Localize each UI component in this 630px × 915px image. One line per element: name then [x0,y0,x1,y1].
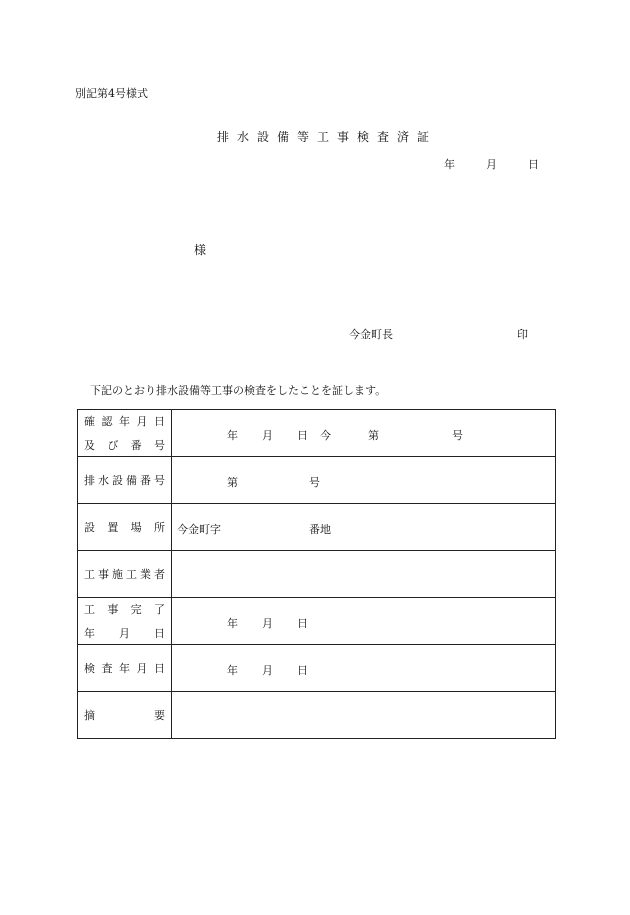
label-char: 事 [98,568,109,581]
label-char: 番 [130,439,142,452]
seal-mark: 印 [517,328,528,341]
label-char: 備 [126,474,137,487]
label-char: 所 [153,521,165,534]
label-char: 確 [84,415,95,428]
confirm-year: 年 [227,429,238,442]
label-summary [78,692,172,739]
label-char: 工 [126,568,137,581]
value-inspection-date[interactable] [172,645,556,692]
location-banchi: 番地 [309,523,331,536]
label-char: 設 [84,521,95,534]
document-title: 排水設備等工事検査済証 [217,130,438,144]
row-equipment-number [78,457,556,504]
label-char: 年 [119,662,130,675]
label-char: 日 [154,627,165,640]
addressee-suffix: 様 [194,243,207,257]
certification-statement: 下記のとおり排水設備等工事の検査をしたことを証します。 [90,384,387,397]
label-inspection-date [78,645,172,692]
row-summary [78,692,556,739]
label-equipment-number [78,457,172,504]
label-char: 場 [130,521,142,534]
issue-date-month: 月 [486,158,497,171]
confirm-day: 日 [297,429,308,442]
equipment-dai: 第 [227,476,238,489]
issue-date-day: 日 [528,158,539,171]
label-char: び [107,439,119,452]
label-char: 号 [153,439,165,452]
value-location[interactable] [172,504,556,551]
label-char: 日 [154,662,165,675]
label-char: 認 [101,415,113,428]
label-char: 施 [112,568,123,581]
equipment-go: 号 [309,476,320,489]
value-confirmation[interactable] [172,410,556,457]
row-contractor [78,551,556,598]
label-char: 日 [154,415,165,428]
issuer-mayor: 今金町長 [349,328,393,341]
issue-date [444,156,539,172]
label-char: 及 [84,439,95,452]
label-char: 番 [140,474,151,487]
label-char: 置 [107,521,119,534]
confirm-town: 今 [320,429,331,442]
label-char: 業 [140,568,151,581]
label-char: 年 [119,415,130,428]
label-char: 者 [154,568,165,581]
label-char: 月 [136,662,148,675]
label-char: 水 [98,474,109,487]
label-char: 了 [153,603,165,616]
label-completion-date [78,598,172,645]
inspection-month: 月 [262,664,273,677]
label-char: 工 [84,568,95,581]
label-contractor [78,551,172,598]
certificate-table [77,409,556,739]
confirm-dai: 第 [368,429,379,442]
label-location [78,504,172,551]
label-char: 査 [101,662,113,675]
row-confirmation [78,410,556,457]
label-char: 号 [154,474,165,487]
label-char: 工 [84,603,95,616]
label-char: 設 [112,474,123,487]
label-char: 完 [130,603,142,616]
label-char: 排 [84,474,95,487]
location-prefix: 今金町字 [177,523,221,536]
completion-day: 日 [297,617,308,630]
label-char: 月 [119,627,130,640]
issue-date-year: 年 [444,158,455,171]
inspection-day: 日 [297,664,308,677]
value-contractor[interactable] [172,551,556,598]
value-equipment-number[interactable] [172,457,556,504]
value-completion-date[interactable] [172,598,556,645]
row-completion-date [78,598,556,645]
form-number-label: 別記第4号様式 [75,87,148,100]
value-summary[interactable] [172,692,556,739]
row-inspection-date [78,645,556,692]
label-char: 事 [107,603,119,616]
label-char: 摘 [84,709,95,722]
inspection-year: 年 [227,664,238,677]
label-confirmation [78,410,172,457]
label-char: 検 [84,662,95,675]
completion-year: 年 [227,617,238,630]
label-char: 月 [136,415,148,428]
confirm-go: 号 [452,429,463,442]
label-char: 年 [84,627,95,640]
confirm-month: 月 [262,429,273,442]
completion-month: 月 [262,617,273,630]
row-location [78,504,556,551]
label-char: 要 [154,709,165,722]
